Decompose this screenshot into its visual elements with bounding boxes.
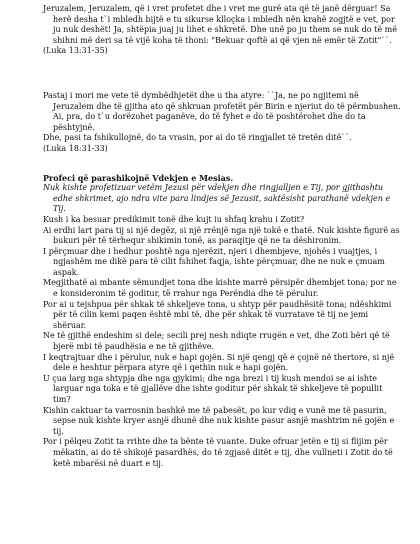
spacer bbox=[43, 57, 402, 91]
verse-item: Por i pëlqeu Zotit ta rrihte dhe ta bënte të vuante. Duke ofruar jetën e tij si flijim për mëkatin, ai do të shikojë pasardhës, do të zgjasë ditët e tij, dhe vullneti i Zotit do të ketë mbarësi në duart e tij. bbox=[43, 437, 393, 468]
passion-paragraph-continued: Dhe, pasi ta fshikullojnë, do ta vrasin, por ai do të ringjallet të tretën ditë``. bbox=[43, 133, 352, 143]
verse-item: I keqtrajtuar dhe i përulur, nuk e hapi gojën. Si një qengj që e çojnë në thertore, si një dele e heshtur përpara atyre që i qethin nuk e hapi gojën. bbox=[43, 352, 395, 373]
verse-item: Ne të gjithë endeshim si dele; secili prej nesh ndiqte rrugën e vet, dhe Zoti bëri që të bjerë mbi të paudhësia e ne të gjithëve. bbox=[43, 331, 390, 352]
passion-reference: (Luka 18:31-33) bbox=[43, 143, 108, 153]
lament-reference: (Luka 13:31-35) bbox=[43, 46, 108, 56]
verse-item: U çua larg nga shtypja dhe nga gjykimi; dhe nga brezi i tij kush mendoi se ai ishte larguar nga toka e të gjallëve dhe ishte goditur për shkak të shkeljeve të popullit tim? bbox=[43, 373, 383, 404]
section-note: Nuk kishte profetizuar vetëm Jezusi për vdekjen dhe ringjalljen e Tij, por gjithashtu edhe shkrimet, ajo ndra vite para lindjes së Jezusit, saktësisht parathanë vdekjen e Tij. bbox=[43, 183, 391, 214]
verse-item: Kush i ka besuar predikimit tonë dhe kujt iu shfaq krahu i Zotit? bbox=[43, 214, 305, 224]
section-heading: Profeci që parashikojnë Vdekjen e Mesias. bbox=[43, 172, 234, 183]
lament-paragraph: Jeruzalem, Jeruzalem, që i vret profetet dhe i vret me gurë ata që të janë dërguar! Sa herë desha t`i mbledh bijtë e tu sikurse klloçka i mbledh nën krahë zogjtë e vet, por ju nuk deshët! Ja, shtëpia juaj ju lihet e shkretë. Dhe unë po ju them se nuk do të më shihni më deri sa të vijë koha të thoni: "Bekuar qoftë ai që vjen në emër të Zotit"``. bbox=[43, 4, 397, 45]
verse-item: I përçmuar dhe i hedhur poshtë nga njerëzit, njeri i dhembjeve, njohës i vuajtjes, i ngjashëm me dikë para të cilit fshihet faqja, ishte përçmuar, dhe ne nuk e çmuam aspak. bbox=[43, 246, 385, 277]
verse-item: Por ai u tejshpua për shkak të shkeljeve tona, u shtyp për paudhësitë tona; ndëshkimi për të cilin kemi paqen është mbi të, dhe për shkak të vurratave të tij ne jemi shëruar. bbox=[43, 299, 392, 330]
verse-item: Kishin caktuar ta varrosnin bashkë me të pabesët, po kur vdiq e vunë me të pasurin, sepse nuk kishte kryer asnjë dhunë dhe nuk kishte pasur asnjë mashtrim në gojën e tij. bbox=[43, 405, 395, 436]
verse-item: Megjithatë ai mbante sëmundjet tona dhe kishte marrë përsipër dhembjet tona; por ne e konsideronim të goditur, të rrahur nga Perëndia dhe të përulur. bbox=[43, 278, 397, 299]
passion-paragraph: Pastaj i mori me vete të dymbëdhjetët dhe u tha atyre: ``Ja, ne po ngjitemi në Jeruzalem dhe të gjitha ato që shkruan profetët për Birin e njeriut do të përmbushen. Ai, pra, do t`u dorëzohet paganëve, do të fyhet e do të poshtërohet dhe do ta pështyjnë. bbox=[43, 90, 401, 132]
spacer bbox=[43, 155, 402, 173]
verse-item: Ai erdhi lart para tij si një degëz, si një rrënjë nga një tokë e thatë. Nuk kishte figurë as bukuri për të tërhequr shikimin tonë, as paraqitje që ne ta dëshironim. bbox=[43, 225, 400, 246]
